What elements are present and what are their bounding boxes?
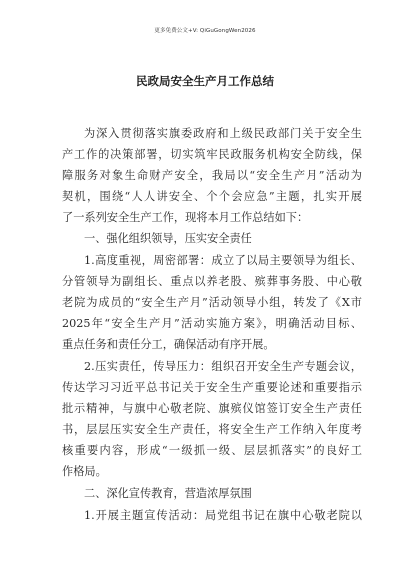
- body-line: 老院为成员的“安全生产月”活动领导小组，转发了《X市: [62, 296, 362, 309]
- section-heading: 二、深化宣传教育，营造浓厚氛围: [84, 487, 252, 500]
- body-line: 核重要内容，形成“一级抓一级、层层抓落实”的良好工: [62, 444, 362, 457]
- body-line: 障服务对象生命财产安全，我局以“安全生产月”活动为: [62, 169, 362, 182]
- body-line: 书，层层压实安全生产责任，将安全生产工作纳入年度考: [62, 423, 362, 436]
- body-line: 产工作的决策部署，切实筑牢民政服务机构安全防线，保: [62, 148, 362, 161]
- body-line: 2025年“安全生产月”活动实施方案》，明确活动目标、: [62, 317, 362, 330]
- body-line: 重点任务和责任分工，确保活动有序开展。: [62, 338, 275, 351]
- document-title: 民政局安全生产月工作总结: [136, 74, 274, 88]
- body-line: 为深入贯彻落实旗委政府和上级民政部门关于安全生: [84, 127, 362, 140]
- body-line: 1.开展主题宣传活动：局党组书记在旗中心敬老院以: [84, 509, 362, 522]
- section-heading: 一、强化组织领导，压实安全责任: [84, 232, 252, 245]
- body-line: 批示精神，与旗中心敬老院、旗殡仪馆签订安全生产责任: [62, 402, 362, 415]
- body-line: 1.高度重视，周密部署：成立了以局主要领导为组长、: [84, 254, 362, 267]
- body-line: 分管领导为副组长、重点以养老股、殡葬事务股、中心敬: [62, 275, 362, 288]
- body-line: 作格局。: [62, 465, 107, 478]
- body-line: 传达学习习近平总书记关于安全生产重要论述和重要指示: [62, 381, 362, 394]
- body-line: 了一系列安全生产工作，现将本月工作总结如下：: [62, 211, 309, 224]
- body-line: 契机，围绕“人人讲安全、个个会应急”主题，扎实开展: [62, 190, 362, 203]
- header-note: 更多免费公文+V: QiGuGongWen2026: [154, 28, 256, 34]
- body-line: 2.压实责任，传导压力：组织召开安全生产专题会议，: [84, 360, 362, 373]
